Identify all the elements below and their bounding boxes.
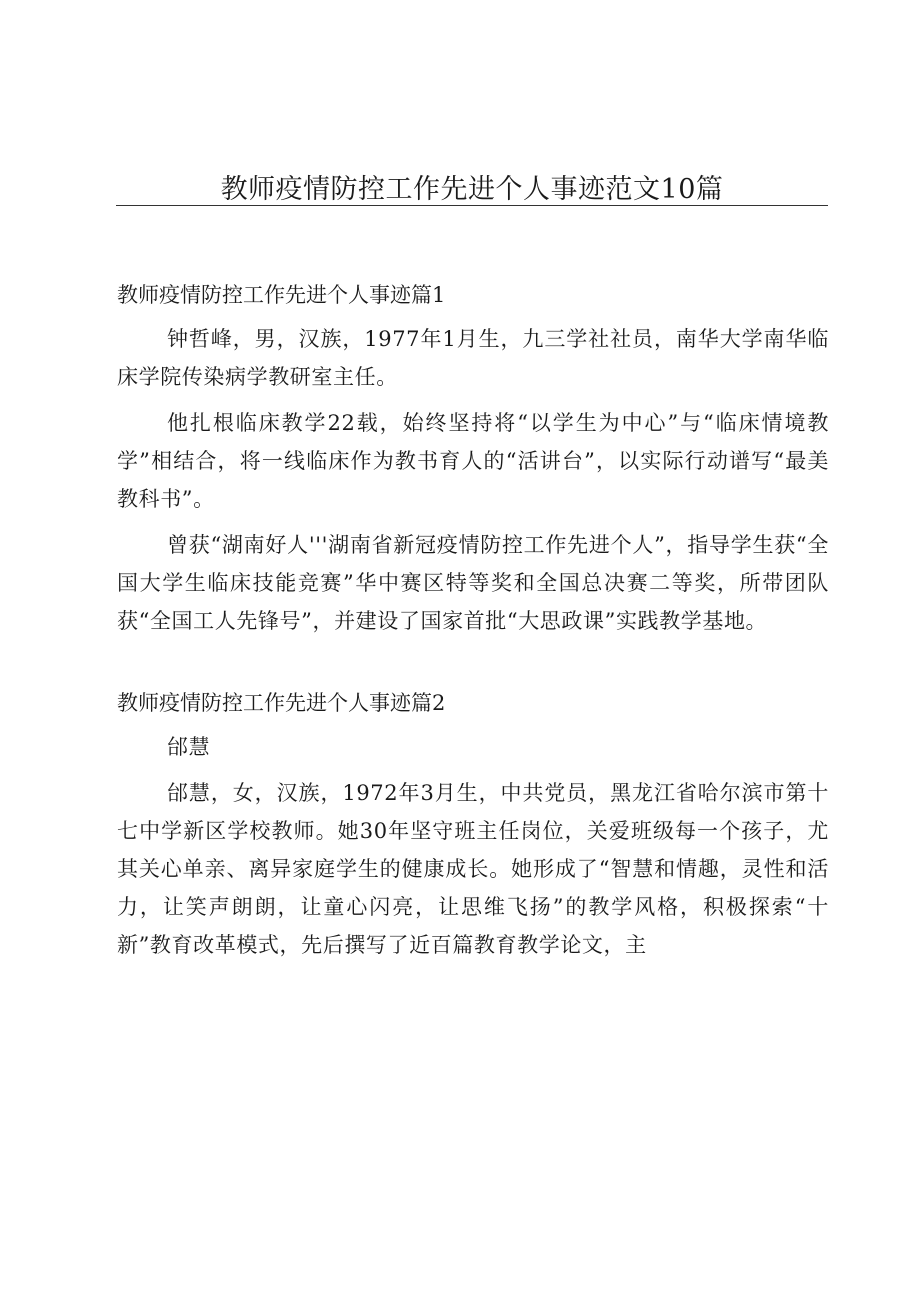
- paragraph: 他扎根临床教学22载，始终坚持将“以学生为中心”与“临床情境教学”相结合，将一线临床作为教书育人的“活讲台”，以实际行动谱写“最美教科书”。: [117, 411, 829, 511]
- section-heading: 教师疫情防控工作先进个人事迹篇2: [117, 691, 446, 715]
- section-1: [117, 276, 829, 640]
- section-2: [117, 684, 829, 964]
- paragraph: 曾获“湖南好人'''湖南省新冠疫情防控工作先进个人”，指导学生获“全国大学生临床技能竞赛”华中赛区特等奖和全国总决赛二等奖，所带团队获“全国工人先锋号”，并建设了国家首批“大思政课”实践教学基地。: [117, 533, 829, 633]
- person-name: 邰慧: [167, 735, 211, 759]
- paragraph: 邰慧，女，汉族，1972年3月生，中共党员，黑龙江省哈尔滨市第十七中学新区学校教师。她30年坚守班主任岗位，关爱班级每一个孩子，尤其关心单亲、离异家庭学生的健康成长。她形成了“智慧和情趣，灵性和活力，让笑声朗朗，让童心闪亮，让思维飞扬”的教学风格，积极探索“十新”教育改革模式，先后撰写了近百篇教育教学论文，主: [117, 781, 829, 957]
- paragraph: 钟哲峰，男，汉族，1977年1月生，九三学社社员，南华大学南华临床学院传染病学教研室主任。: [117, 327, 829, 389]
- section-heading: 教师疫情防控工作先进个人事迹篇1: [117, 283, 446, 307]
- document-title: 教师疫情防控工作先进个人事迹范文10篇: [220, 174, 724, 205]
- title-underline: [116, 205, 828, 206]
- document-body: [117, 276, 829, 1008]
